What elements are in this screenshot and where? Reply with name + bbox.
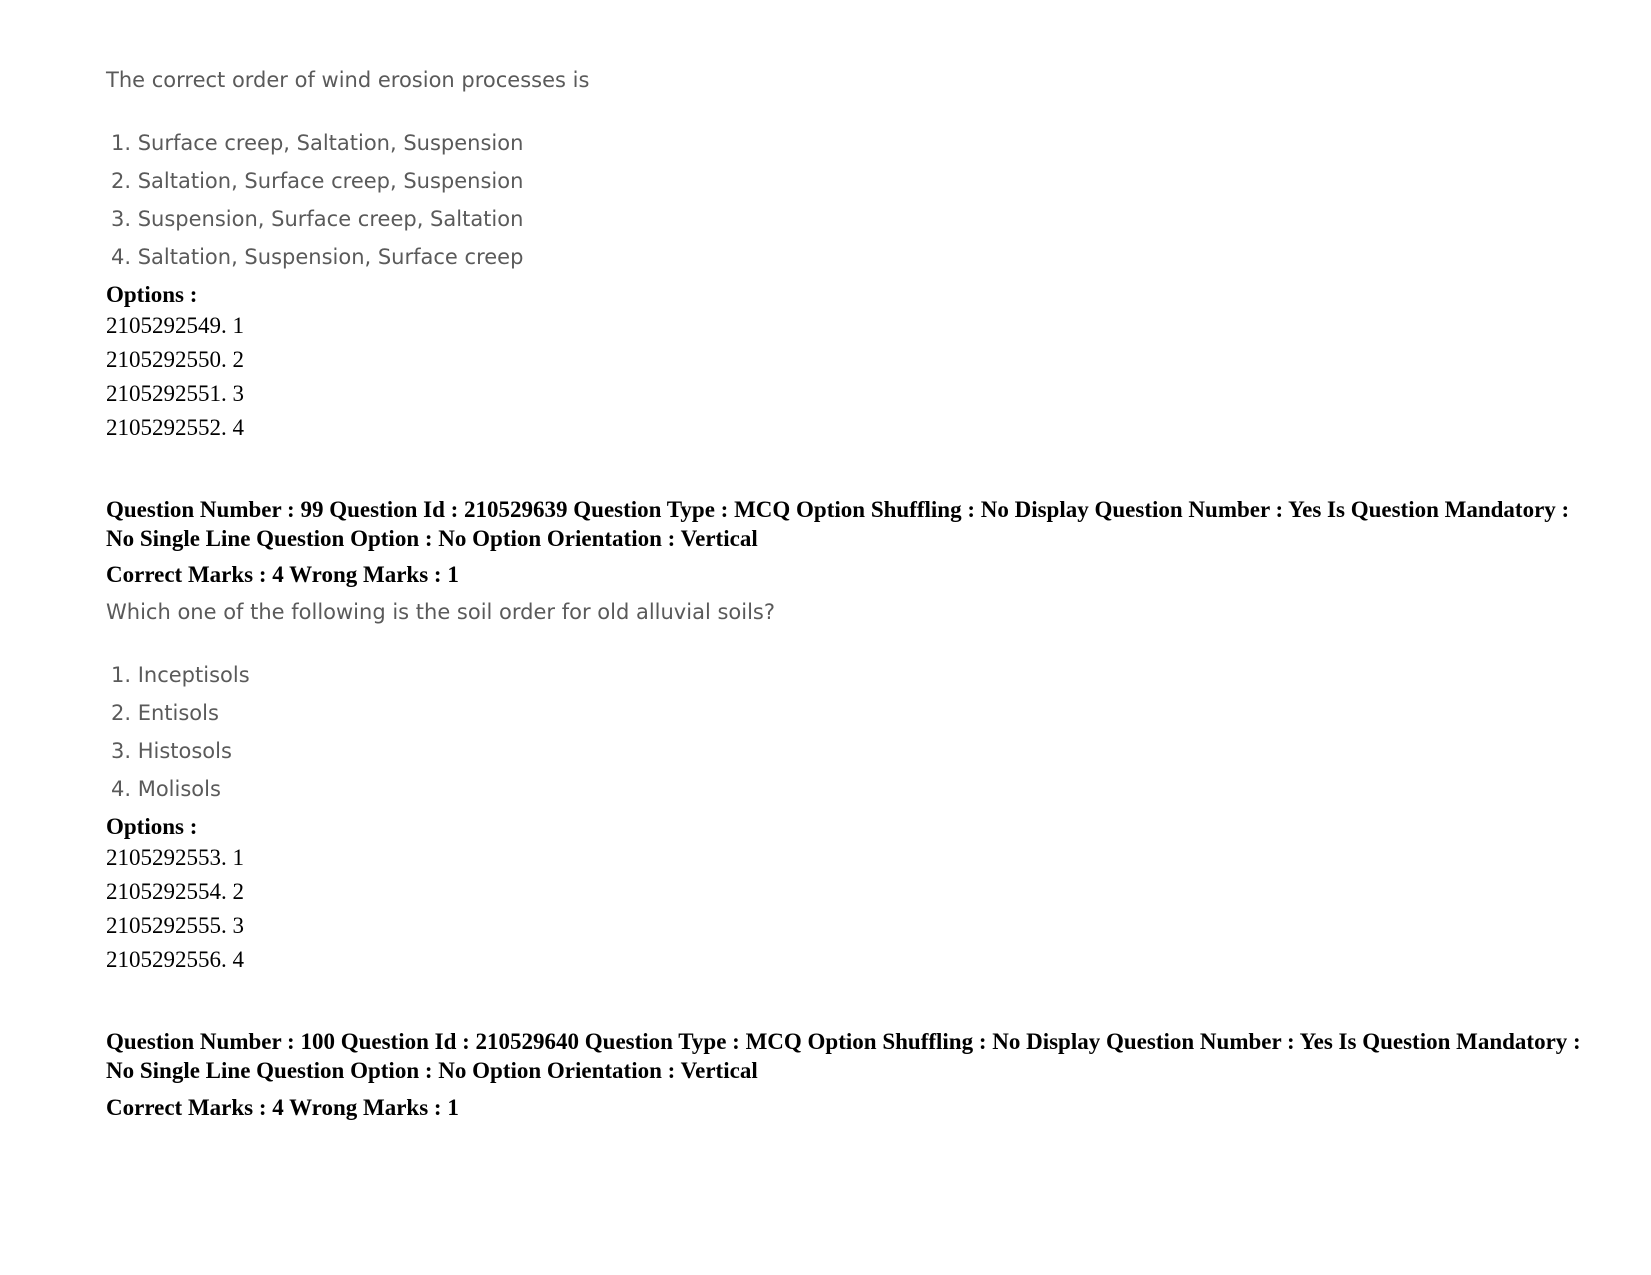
choice-item: 3. Suspension, Surface creep, Saltation xyxy=(111,207,524,231)
question-text: The correct order of wind erosion processes is xyxy=(106,68,590,92)
question-marks: Correct Marks : 4 Wrong Marks : 1 xyxy=(106,562,459,587)
question-marks: Correct Marks : 4 Wrong Marks : 1 xyxy=(106,1095,459,1120)
question-choices xyxy=(106,656,250,808)
option-id: 2105292550. 2 xyxy=(106,347,244,372)
options-label: Options : xyxy=(106,282,198,307)
choice-item: 2. Saltation, Surface creep, Suspension xyxy=(111,169,524,193)
choice-item: 1. Inceptisols xyxy=(111,663,250,687)
choice-item: 2. Entisols xyxy=(111,701,219,725)
option-id: 2105292556. 4 xyxy=(106,947,244,972)
options-label: Options : xyxy=(106,814,198,839)
option-id: 2105292555. 3 xyxy=(106,913,244,938)
option-id: 2105292552. 4 xyxy=(106,415,244,440)
options-block xyxy=(106,812,244,977)
choice-item: 4. Molisols xyxy=(111,777,221,801)
option-id: 2105292551. 3 xyxy=(106,381,244,406)
choice-item: 1. Surface creep, Saltation, Suspension xyxy=(111,131,524,155)
option-id: 2105292553. 1 xyxy=(106,845,244,870)
options-block xyxy=(106,280,244,445)
question-meta: Question Number : 100 Question Id : 210529640 Question Type : MCQ Option Shuffling : No Display Question Number : Yes Is Question Mandatory : No Single Line Question Option : No Option Orientation : Vertical xyxy=(106,1029,1581,1083)
choice-item: 4. Saltation, Suspension, Surface creep xyxy=(111,245,524,269)
question-text: Which one of the following is the soil order for old alluvial soils? xyxy=(106,600,775,624)
question-meta: Question Number : 99 Question Id : 210529639 Question Type : MCQ Option Shuffling : No Display Question Number : Yes Is Question Mandatory : No Single Line Question Option : No Option Orientation : Vertical xyxy=(106,497,1570,551)
question-choices xyxy=(106,124,523,276)
option-id: 2105292549. 1 xyxy=(106,313,244,338)
option-id: 2105292554. 2 xyxy=(106,879,244,904)
choice-item: 3. Histosols xyxy=(111,739,232,763)
